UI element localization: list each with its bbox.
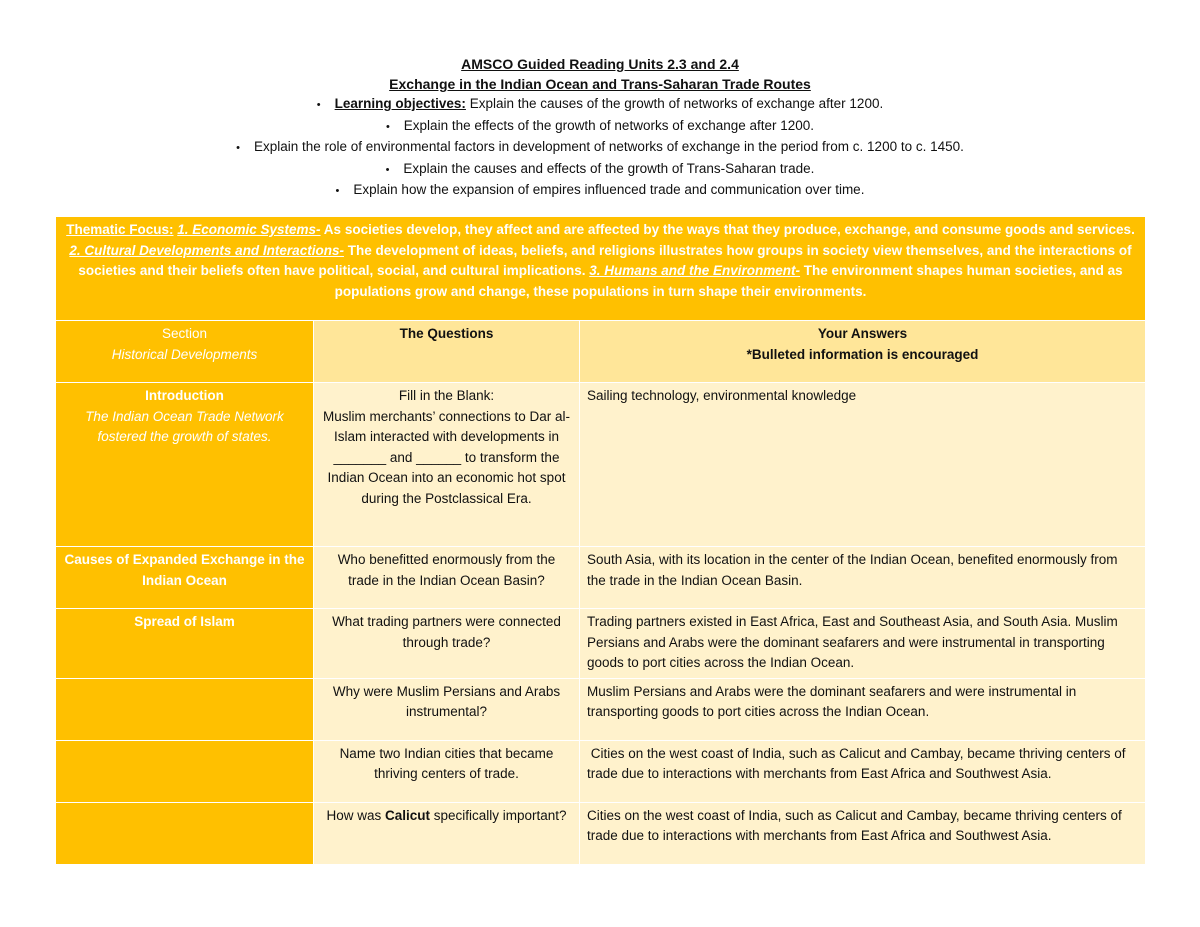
theme-environment-title: 3. Humans and the Environment- bbox=[589, 263, 801, 278]
objective-item bbox=[0, 137, 1200, 159]
answer-cell[interactable] bbox=[580, 678, 1146, 740]
answer-text: Cities on the west coast of India, such as Calicut and Cambay, became thriving centers of trade due to interactions with merchants from East Africa and Southwest Asia. bbox=[587, 745, 1130, 781]
theme-economic-text: As societies develop, they affect and are affected by the ways that they produce, exchange, and consume goods and services. bbox=[320, 222, 1135, 237]
answer-cell[interactable] bbox=[580, 740, 1146, 802]
objective-text: Explain the effects of the growth of networks of exchange after 1200. bbox=[403, 117, 815, 133]
question-text-pre: How was bbox=[326, 807, 385, 823]
bullet-icon: • bbox=[316, 99, 321, 111]
table-row bbox=[56, 609, 1146, 679]
objectives-label: Learning objectives: bbox=[334, 96, 466, 111]
section-cell bbox=[56, 802, 314, 864]
bullet-icon: • bbox=[236, 142, 240, 154]
bullet-icon: • bbox=[385, 120, 390, 133]
answer-cell[interactable] bbox=[580, 609, 1146, 679]
question-cell bbox=[314, 609, 580, 679]
document-title: AMSCO Guided Reading Units 2.3 and 2.4 bbox=[461, 56, 739, 72]
guided-reading-table bbox=[55, 216, 1146, 865]
answer-cell[interactable] bbox=[580, 547, 1146, 609]
answer-text: Trading partners existed in East Africa, East and Southeast Asia, and South Asia. Muslim Persians and Arabs were the dominant seafarers and were instrumental in transporting goods to port cities across the Indian Ocean. bbox=[587, 614, 1118, 670]
question-cell bbox=[314, 547, 580, 609]
answer-text: Muslim Persians and Arabs were the dominant seafarers and were instrumental in transporting goods to port cities across the Indian Ocean. bbox=[587, 683, 1077, 719]
question-text: Who benefitted enormously from the trade in the Indian Ocean Basin? bbox=[337, 552, 556, 588]
objective-text: Explain the role of environmental factors in development of networks of exchange in the period from c. 1200 to c. 1450. bbox=[253, 139, 964, 154]
column-header-row bbox=[56, 321, 1146, 383]
document-subtitle: Exchange in the Indian Ocean and Trans-Saharan Trade Routes bbox=[389, 76, 811, 92]
bullet-icon: • bbox=[385, 163, 390, 176]
objective-text: Explain the causes of the growth of networks of exchange after 1200. bbox=[469, 96, 884, 111]
objective-item bbox=[0, 159, 1200, 181]
table-row bbox=[56, 547, 1146, 609]
answers-header-label: Your Answers bbox=[817, 326, 908, 341]
table-row bbox=[56, 383, 1146, 547]
question-text: Fill in the Blank: Muslim merchants’ connections to Dar al-Islam interacted with developments in _______ and ______ to transform the Indian Ocean into an economic hot spot during the Postclassical Era. bbox=[322, 388, 571, 506]
document-header bbox=[0, 54, 1200, 202]
table-row bbox=[56, 678, 1146, 740]
answers-header-sub: *Bulleted information is encouraged bbox=[746, 346, 979, 362]
thematic-focus-cell bbox=[56, 217, 1146, 321]
question-text-emphasis: Calicut bbox=[384, 807, 430, 823]
objective-text: Explain the causes and effects of the growth of Trans-Saharan trade. bbox=[403, 160, 815, 176]
objective-item bbox=[0, 94, 1200, 116]
section-name: Spread of Islam bbox=[134, 614, 235, 629]
thematic-focus-label: Thematic Focus: bbox=[66, 222, 174, 237]
question-text: Why were Muslim Persians and Arabs instrumental? bbox=[332, 683, 561, 719]
question-cell bbox=[314, 383, 580, 547]
answer-text: Cities on the west coast of India, such as Calicut and Cambay, became thriving centers of trade due to interactions with merchants from East Africa and Southwest Asia. bbox=[587, 807, 1122, 843]
question-cell bbox=[314, 678, 580, 740]
section-name: Introduction bbox=[145, 388, 224, 403]
answer-text: Sailing technology, environmental knowledge bbox=[587, 388, 857, 403]
objective-item bbox=[0, 180, 1200, 202]
section-cell bbox=[56, 609, 314, 679]
question-cell bbox=[314, 802, 580, 864]
theme-cultural-title: 2. Cultural Developments and Interactions- bbox=[69, 242, 344, 258]
table-row bbox=[56, 740, 1146, 802]
answer-cell[interactable] bbox=[580, 802, 1146, 864]
objective-item bbox=[0, 116, 1200, 138]
section-header-sub: Historical Developments bbox=[111, 346, 258, 362]
objective-text: Explain how the expansion of empires influenced trade and communication over time. bbox=[353, 182, 865, 197]
questions-header-label: The Questions bbox=[399, 326, 494, 341]
thematic-focus-row bbox=[56, 217, 1146, 321]
bullet-icon: • bbox=[335, 185, 340, 197]
question-text-post: specifically important? bbox=[429, 807, 567, 823]
section-name: Causes of Expanded Exchange in the Indian Ocean bbox=[64, 552, 305, 588]
theme-economic-title: 1. Economic Systems- bbox=[177, 222, 321, 237]
theme-environment-text: The environment shapes human societies, and as populations grow and change, these populations in turn shape their environments. bbox=[334, 263, 1123, 299]
question-text: Name two Indian cities that became thriving centers of trade. bbox=[339, 745, 554, 781]
questions-column-header bbox=[314, 321, 580, 383]
answer-cell[interactable] bbox=[580, 383, 1146, 547]
section-cell bbox=[56, 547, 314, 609]
answers-column-header bbox=[580, 321, 1146, 383]
question-cell bbox=[314, 740, 580, 802]
section-cell bbox=[56, 383, 314, 547]
section-cell bbox=[56, 740, 314, 802]
section-cell bbox=[56, 678, 314, 740]
section-header-label: Section bbox=[161, 326, 208, 341]
theme-cultural-text: The development of ideas, beliefs, and religions illustrates how groups in society view themselves, and the interactions of societies and their beliefs often have political, social, and cultural implications. bbox=[78, 242, 1132, 278]
answer-text: South Asia, with its location in the center of the Indian Ocean, benefited enormously from the trade in the Indian Ocean Basin. bbox=[587, 552, 1118, 588]
section-column-header bbox=[56, 321, 314, 383]
question-text: What trading partners were connected through trade? bbox=[332, 614, 561, 650]
question-text bbox=[321, 806, 572, 827]
table-row bbox=[56, 802, 1146, 864]
section-description: The Indian Ocean Trade Network fostered the growth of states. bbox=[85, 408, 284, 444]
